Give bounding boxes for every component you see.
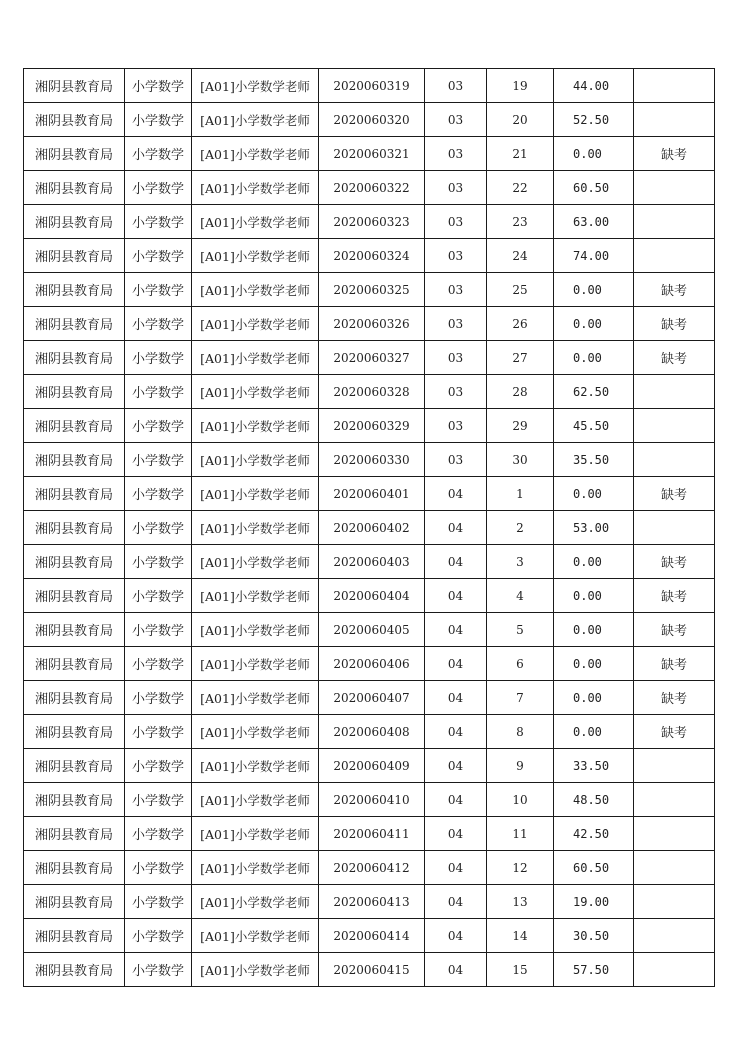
note-cell: 缺考 <box>634 341 715 375</box>
score-cell: 0.00 <box>554 715 634 749</box>
seat-number-cell: 2 <box>487 511 554 545</box>
score-cell: 35.50 <box>554 443 634 477</box>
subject-cell: 小学数学 <box>125 885 192 919</box>
position-cell: [A01]小学数学老师 <box>192 613 319 647</box>
table-row <box>24 341 715 375</box>
subject-cell: 小学数学 <box>125 443 192 477</box>
table-row <box>24 545 715 579</box>
ticket-number-cell: 2020060414 <box>319 919 425 953</box>
exam-room-cell: 03 <box>425 307 487 341</box>
position-cell: [A01]小学数学老师 <box>192 477 319 511</box>
position-cell: [A01]小学数学老师 <box>192 103 319 137</box>
subject-cell: 小学数学 <box>125 273 192 307</box>
score-cell: 45.50 <box>554 409 634 443</box>
exam-room-cell: 04 <box>425 817 487 851</box>
note-cell <box>634 239 715 273</box>
subject-cell: 小学数学 <box>125 341 192 375</box>
exam-room-cell: 04 <box>425 749 487 783</box>
table-row <box>24 953 715 987</box>
ticket-number-cell: 2020060329 <box>319 409 425 443</box>
table-row <box>24 579 715 613</box>
position-cell: [A01]小学数学老师 <box>192 69 319 103</box>
subject-cell: 小学数学 <box>125 69 192 103</box>
subject-cell: 小学数学 <box>125 579 192 613</box>
ticket-number-cell: 2020060412 <box>319 851 425 885</box>
subject-cell: 小学数学 <box>125 817 192 851</box>
score-cell: 48.50 <box>554 783 634 817</box>
seat-number-cell: 4 <box>487 579 554 613</box>
subject-cell: 小学数学 <box>125 749 192 783</box>
unit-cell: 湘阴县教育局 <box>24 409 125 443</box>
exam-room-cell: 03 <box>425 171 487 205</box>
ticket-number-cell: 2020060410 <box>319 783 425 817</box>
score-cell: 33.50 <box>554 749 634 783</box>
seat-number-cell: 14 <box>487 919 554 953</box>
ticket-number-cell: 2020060401 <box>319 477 425 511</box>
seat-number-cell: 21 <box>487 137 554 171</box>
unit-cell: 湘阴县教育局 <box>24 681 125 715</box>
ticket-number-cell: 2020060407 <box>319 681 425 715</box>
score-cell: 42.50 <box>554 817 634 851</box>
seat-number-cell: 13 <box>487 885 554 919</box>
ticket-number-cell: 2020060322 <box>319 171 425 205</box>
subject-cell: 小学数学 <box>125 919 192 953</box>
subject-cell: 小学数学 <box>125 681 192 715</box>
note-cell <box>634 171 715 205</box>
ticket-number-cell: 2020060405 <box>319 613 425 647</box>
score-cell: 0.00 <box>554 545 634 579</box>
unit-cell: 湘阴县教育局 <box>24 443 125 477</box>
seat-number-cell: 23 <box>487 205 554 239</box>
note-cell: 缺考 <box>634 137 715 171</box>
exam-room-cell: 04 <box>425 477 487 511</box>
position-cell: [A01]小学数学老师 <box>192 919 319 953</box>
subject-cell: 小学数学 <box>125 647 192 681</box>
note-cell: 缺考 <box>634 613 715 647</box>
unit-cell: 湘阴县教育局 <box>24 953 125 987</box>
ticket-number-cell: 2020060327 <box>319 341 425 375</box>
ticket-number-cell: 2020060409 <box>319 749 425 783</box>
seat-number-cell: 10 <box>487 783 554 817</box>
subject-cell: 小学数学 <box>125 715 192 749</box>
ticket-number-cell: 2020060323 <box>319 205 425 239</box>
score-cell: 0.00 <box>554 647 634 681</box>
seat-number-cell: 27 <box>487 341 554 375</box>
table-row <box>24 817 715 851</box>
note-cell <box>634 783 715 817</box>
subject-cell: 小学数学 <box>125 477 192 511</box>
score-cell: 74.00 <box>554 239 634 273</box>
seat-number-cell: 1 <box>487 477 554 511</box>
note-cell <box>634 443 715 477</box>
unit-cell: 湘阴县教育局 <box>24 103 125 137</box>
score-cell: 0.00 <box>554 613 634 647</box>
score-cell: 60.50 <box>554 851 634 885</box>
unit-cell: 湘阴县教育局 <box>24 851 125 885</box>
unit-cell: 湘阴县教育局 <box>24 375 125 409</box>
seat-number-cell: 8 <box>487 715 554 749</box>
score-table <box>23 68 715 987</box>
ticket-number-cell: 2020060404 <box>319 579 425 613</box>
subject-cell: 小学数学 <box>125 545 192 579</box>
score-cell: 0.00 <box>554 579 634 613</box>
position-cell: [A01]小学数学老师 <box>192 409 319 443</box>
unit-cell: 湘阴县教育局 <box>24 69 125 103</box>
unit-cell: 湘阴县教育局 <box>24 341 125 375</box>
unit-cell: 湘阴县教育局 <box>24 783 125 817</box>
exam-room-cell: 03 <box>425 273 487 307</box>
score-cell: 30.50 <box>554 919 634 953</box>
position-cell: [A01]小学数学老师 <box>192 953 319 987</box>
exam-room-cell: 04 <box>425 783 487 817</box>
exam-room-cell: 04 <box>425 511 487 545</box>
seat-number-cell: 6 <box>487 647 554 681</box>
note-cell <box>634 375 715 409</box>
ticket-number-cell: 2020060319 <box>319 69 425 103</box>
table-row <box>24 409 715 443</box>
unit-cell: 湘阴县教育局 <box>24 613 125 647</box>
table-row <box>24 273 715 307</box>
note-cell: 缺考 <box>634 477 715 511</box>
score-cell: 44.00 <box>554 69 634 103</box>
note-cell <box>634 409 715 443</box>
exam-room-cell: 03 <box>425 443 487 477</box>
position-cell: [A01]小学数学老师 <box>192 715 319 749</box>
unit-cell: 湘阴县教育局 <box>24 647 125 681</box>
subject-cell: 小学数学 <box>125 103 192 137</box>
ticket-number-cell: 2020060320 <box>319 103 425 137</box>
exam-room-cell: 04 <box>425 953 487 987</box>
note-cell <box>634 919 715 953</box>
seat-number-cell: 25 <box>487 273 554 307</box>
table-row <box>24 205 715 239</box>
ticket-number-cell: 2020060328 <box>319 375 425 409</box>
note-cell <box>634 953 715 987</box>
position-cell: [A01]小学数学老师 <box>192 375 319 409</box>
note-cell: 缺考 <box>634 681 715 715</box>
subject-cell: 小学数学 <box>125 783 192 817</box>
table-row <box>24 239 715 273</box>
position-cell: [A01]小学数学老师 <box>192 273 319 307</box>
score-cell: 0.00 <box>554 477 634 511</box>
note-cell: 缺考 <box>634 307 715 341</box>
note-cell: 缺考 <box>634 579 715 613</box>
seat-number-cell: 12 <box>487 851 554 885</box>
table-row <box>24 307 715 341</box>
unit-cell: 湘阴县教育局 <box>24 817 125 851</box>
position-cell: [A01]小学数学老师 <box>192 307 319 341</box>
exam-room-cell: 03 <box>425 375 487 409</box>
subject-cell: 小学数学 <box>125 205 192 239</box>
table-row <box>24 783 715 817</box>
ticket-number-cell: 2020060403 <box>319 545 425 579</box>
unit-cell: 湘阴县教育局 <box>24 749 125 783</box>
ticket-number-cell: 2020060325 <box>319 273 425 307</box>
subject-cell: 小学数学 <box>125 171 192 205</box>
exam-room-cell: 03 <box>425 137 487 171</box>
exam-room-cell: 04 <box>425 885 487 919</box>
table-row <box>24 613 715 647</box>
seat-number-cell: 5 <box>487 613 554 647</box>
exam-room-cell: 03 <box>425 205 487 239</box>
unit-cell: 湘阴县教育局 <box>24 477 125 511</box>
score-cell: 19.00 <box>554 885 634 919</box>
exam-room-cell: 03 <box>425 409 487 443</box>
note-cell <box>634 749 715 783</box>
unit-cell: 湘阴县教育局 <box>24 545 125 579</box>
table-row <box>24 171 715 205</box>
subject-cell: 小学数学 <box>125 851 192 885</box>
subject-cell: 小学数学 <box>125 375 192 409</box>
position-cell: [A01]小学数学老师 <box>192 171 319 205</box>
unit-cell: 湘阴县教育局 <box>24 137 125 171</box>
position-cell: [A01]小学数学老师 <box>192 783 319 817</box>
table-row <box>24 749 715 783</box>
table-row <box>24 919 715 953</box>
seat-number-cell: 19 <box>487 69 554 103</box>
subject-cell: 小学数学 <box>125 409 192 443</box>
note-cell: 缺考 <box>634 715 715 749</box>
note-cell <box>634 817 715 851</box>
score-table-body <box>24 69 715 987</box>
position-cell: [A01]小学数学老师 <box>192 137 319 171</box>
unit-cell: 湘阴县教育局 <box>24 715 125 749</box>
table-row <box>24 443 715 477</box>
ticket-number-cell: 2020060321 <box>319 137 425 171</box>
score-cell: 0.00 <box>554 341 634 375</box>
seat-number-cell: 3 <box>487 545 554 579</box>
ticket-number-cell: 2020060330 <box>319 443 425 477</box>
ticket-number-cell: 2020060411 <box>319 817 425 851</box>
ticket-number-cell: 2020060415 <box>319 953 425 987</box>
position-cell: [A01]小学数学老师 <box>192 681 319 715</box>
exam-room-cell: 03 <box>425 103 487 137</box>
seat-number-cell: 30 <box>487 443 554 477</box>
score-cell: 63.00 <box>554 205 634 239</box>
note-cell <box>634 851 715 885</box>
table-row <box>24 647 715 681</box>
table-row <box>24 137 715 171</box>
seat-number-cell: 28 <box>487 375 554 409</box>
seat-number-cell: 7 <box>487 681 554 715</box>
exam-room-cell: 04 <box>425 715 487 749</box>
table-row <box>24 851 715 885</box>
unit-cell: 湘阴县教育局 <box>24 579 125 613</box>
unit-cell: 湘阴县教育局 <box>24 171 125 205</box>
score-cell: 57.50 <box>554 953 634 987</box>
position-cell: [A01]小学数学老师 <box>192 511 319 545</box>
unit-cell: 湘阴县教育局 <box>24 307 125 341</box>
score-cell: 60.50 <box>554 171 634 205</box>
subject-cell: 小学数学 <box>125 239 192 273</box>
subject-cell: 小学数学 <box>125 137 192 171</box>
score-cell: 0.00 <box>554 273 634 307</box>
unit-cell: 湘阴县教育局 <box>24 919 125 953</box>
seat-number-cell: 11 <box>487 817 554 851</box>
table-row <box>24 375 715 409</box>
table-row <box>24 681 715 715</box>
exam-room-cell: 04 <box>425 681 487 715</box>
exam-room-cell: 03 <box>425 341 487 375</box>
position-cell: [A01]小学数学老师 <box>192 239 319 273</box>
note-cell: 缺考 <box>634 273 715 307</box>
note-cell <box>634 511 715 545</box>
position-cell: [A01]小学数学老师 <box>192 817 319 851</box>
position-cell: [A01]小学数学老师 <box>192 341 319 375</box>
seat-number-cell: 20 <box>487 103 554 137</box>
exam-room-cell: 03 <box>425 69 487 103</box>
seat-number-cell: 22 <box>487 171 554 205</box>
ticket-number-cell: 2020060406 <box>319 647 425 681</box>
unit-cell: 湘阴县教育局 <box>24 273 125 307</box>
note-cell: 缺考 <box>634 647 715 681</box>
unit-cell: 湘阴县教育局 <box>24 205 125 239</box>
table-row <box>24 103 715 137</box>
table-row <box>24 715 715 749</box>
seat-number-cell: 9 <box>487 749 554 783</box>
score-cell: 52.50 <box>554 103 634 137</box>
ticket-number-cell: 2020060402 <box>319 511 425 545</box>
score-cell: 0.00 <box>554 681 634 715</box>
subject-cell: 小学数学 <box>125 953 192 987</box>
exam-room-cell: 03 <box>425 239 487 273</box>
position-cell: [A01]小学数学老师 <box>192 545 319 579</box>
ticket-number-cell: 2020060324 <box>319 239 425 273</box>
unit-cell: 湘阴县教育局 <box>24 511 125 545</box>
exam-room-cell: 04 <box>425 919 487 953</box>
table-row <box>24 511 715 545</box>
exam-room-cell: 04 <box>425 545 487 579</box>
exam-room-cell: 04 <box>425 851 487 885</box>
table-row <box>24 69 715 103</box>
exam-room-cell: 04 <box>425 579 487 613</box>
ticket-number-cell: 2020060326 <box>319 307 425 341</box>
seat-number-cell: 26 <box>487 307 554 341</box>
seat-number-cell: 15 <box>487 953 554 987</box>
exam-room-cell: 04 <box>425 647 487 681</box>
exam-room-cell: 04 <box>425 613 487 647</box>
position-cell: [A01]小学数学老师 <box>192 579 319 613</box>
note-cell <box>634 69 715 103</box>
note-cell <box>634 885 715 919</box>
subject-cell: 小学数学 <box>125 613 192 647</box>
subject-cell: 小学数学 <box>125 307 192 341</box>
score-cell: 62.50 <box>554 375 634 409</box>
unit-cell: 湘阴县教育局 <box>24 239 125 273</box>
subject-cell: 小学数学 <box>125 511 192 545</box>
seat-number-cell: 24 <box>487 239 554 273</box>
position-cell: [A01]小学数学老师 <box>192 205 319 239</box>
position-cell: [A01]小学数学老师 <box>192 443 319 477</box>
note-cell <box>634 103 715 137</box>
ticket-number-cell: 2020060413 <box>319 885 425 919</box>
score-cell: 0.00 <box>554 307 634 341</box>
table-row <box>24 477 715 511</box>
unit-cell: 湘阴县教育局 <box>24 885 125 919</box>
position-cell: [A01]小学数学老师 <box>192 749 319 783</box>
position-cell: [A01]小学数学老师 <box>192 647 319 681</box>
note-cell <box>634 205 715 239</box>
position-cell: [A01]小学数学老师 <box>192 851 319 885</box>
table-row <box>24 885 715 919</box>
score-cell: 0.00 <box>554 137 634 171</box>
score-cell: 53.00 <box>554 511 634 545</box>
position-cell: [A01]小学数学老师 <box>192 885 319 919</box>
seat-number-cell: 29 <box>487 409 554 443</box>
ticket-number-cell: 2020060408 <box>319 715 425 749</box>
note-cell: 缺考 <box>634 545 715 579</box>
